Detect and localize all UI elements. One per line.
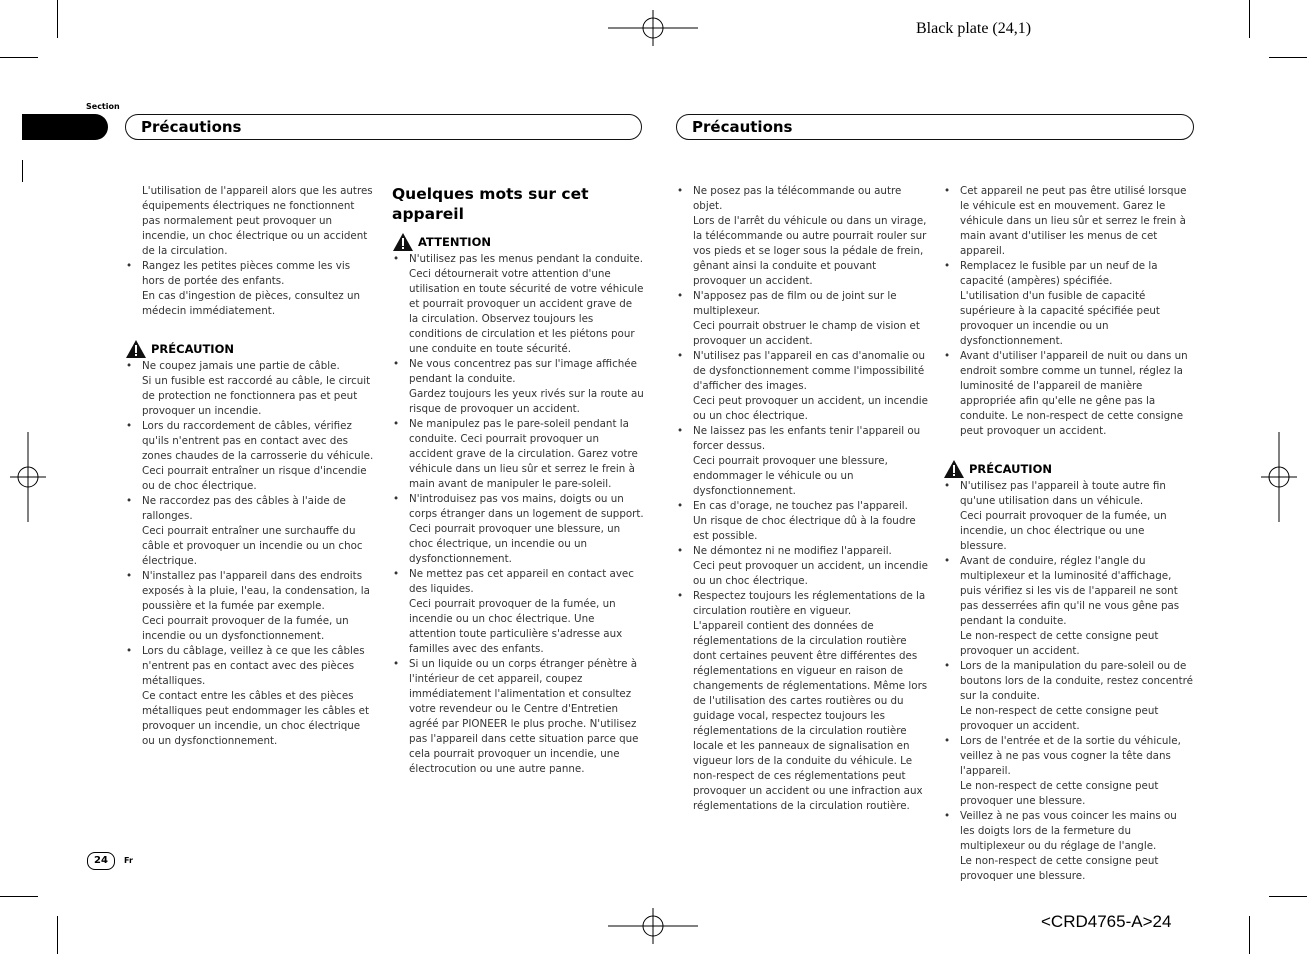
- list-item: • Ne mettez pas cet appareil en contact avec des liquides. Ceci pourrait provoquer de la fumée, un incendie ou un choc électrique. Une attention toute particulière s'adresse aux familles avec des enfants.: [392, 567, 644, 657]
- registration-mark-right: [1261, 432, 1297, 522]
- section-heading: Quelques mots sur cet appareil: [392, 185, 589, 223]
- list-item: • N'installez pas l'appareil dans des endroits exposés à la pluie, l'eau, la condensation, la poussière et la fumée par exemple. Ceci pourrait provoquer de la fumée, un incendie ou un dysfonctionnement.: [125, 569, 375, 644]
- list-item: • Ne démontez ni ne modifiez l'appareil. Ceci peut provoquer un accident, un incendie ou un choc électrique.: [676, 544, 928, 589]
- list-item: • N'introduisez pas vos mains, doigts ou un corps étranger dans un logement de support. Ceci pourrait provoquer une blessure, un choc électrique, un incendie ou un dysfonctionnement.: [392, 492, 644, 567]
- intro-paragraph: L'utilisation de l'appareil alors que les autres équipements électriques ne fonctionnent pas normalement peut provoquer un incendie, un choc électrique ou un accident de la circulation.: [142, 185, 373, 257]
- attention-title: ATTENTION: [418, 234, 491, 249]
- header-left: Précautions: [125, 114, 642, 140]
- list-item: • Ne raccordez pas des câbles à l'aide de rallonges. Ceci pourrait entraîner une surchauffe du câble et provoquer un incendie ou un choc électrique.: [125, 494, 375, 569]
- bullet-list: [676, 184, 928, 814]
- list-item: • Ne posez pas la télécommande ou autre objet. Lors de l'arrêt du véhicule ou dans un virage, la télécommande ou autre pourrait rouler sur vos pieds et se loger sous la pédale de frein, gênant ainsi la conduite et pouvant provoquer un accident.: [676, 184, 928, 289]
- crop-mark: [0, 896, 38, 897]
- header-right: Précautions: [676, 114, 1194, 140]
- list-item: • N'utilisez pas l'appareil en cas d'anomalie ou de dysfonctionnement comme l'impossibilité d'afficher des images. Ceci peut provoquer un accident, un incendie ou un choc électrique.: [676, 349, 928, 424]
- list-item: • N'utilisez pas les menus pendant la conduite. Ceci détournerait votre attention d'une utilisation en toute sécurité de votre véhicule et pourrait provoquer un accident grave de la circulation. Observez toujours les conditions de circulation et les piétons pour une conduite en toute sécurité.: [392, 252, 644, 357]
- list-item: • N'apposez pas de film ou de joint sur le multiplexeur. Ceci pourrait obstruer le champ de vision et provoquer un accident.: [676, 289, 928, 349]
- list-item: • En cas d'orage, ne touchez pas l'appareil. Un risque de choc électrique dû à la foudre est possible.: [676, 499, 928, 544]
- list-item: • Lors de l'entrée et de la sortie du véhicule, veillez à ne pas vous cogner la tête dans l'appareil. Le non-respect de cette consigne peut provoquer une blessure.: [943, 734, 1193, 809]
- list-item: • Cet appareil ne peut pas être utilisé lorsque le véhicule est en mouvement. Garez le véhicule dans un lieu sûr et serrez le frein à main avant d'utiliser les menus de cet appareil.: [943, 184, 1193, 259]
- crop-mark: [57, 916, 58, 954]
- registration-mark-left: [10, 432, 46, 522]
- column-2: [392, 184, 644, 777]
- list-item: • Avant d'utiliser l'appareil de nuit ou dans un endroit sombre comme un tunnel, réglez la luminosité de l'appareil de manière appropriée afin qu'elle ne gêne pas la conduite. Le non-respect de cette consigne peut provoquer un accident.: [943, 349, 1193, 439]
- list-item: • Ne manipulez pas le pare-soleil pendant la conduite. Ceci pourrait provoquer un accident grave de la circulation. Garez votre véhicule dans un lieu sûr et serrez le frein à main avant de manipuler le pare-soleil.: [392, 417, 644, 492]
- registration-mark-bottom: [608, 908, 698, 944]
- registration-mark-top: [608, 10, 698, 46]
- crop-mark: [0, 57, 38, 58]
- crop-mark: [1269, 896, 1307, 897]
- section-tab: [22, 114, 108, 140]
- document-code: <CRD4765-A>24: [1041, 912, 1172, 931]
- list-item: • Avant de conduire, réglez l'angle du multiplexeur et la luminosité d'affichage, puis vérifiez si les vis de l'appareil ne sont pas desserrées afin qu'il ne vous gêne pas pendant la conduite. Le non-respect de cette consigne peut provoquer un accident.: [943, 554, 1193, 659]
- list-item: • Ne vous concentrez pas sur l'image affichée pendant la conduite. Gardez toujours les yeux rivés sur la route au risque de provoquer un accident.: [392, 357, 644, 417]
- crop-mark: [22, 160, 23, 182]
- bullet-list: [125, 259, 375, 319]
- warning-triangle-icon: [125, 339, 147, 359]
- caution-list: [125, 359, 375, 749]
- crop-mark: [1269, 57, 1307, 58]
- caution-list: [943, 479, 1193, 884]
- caution-heading: [125, 339, 375, 359]
- list-item: • Ne laissez pas les enfants tenir l'appareil ou forcer dessus. Ceci pourrait provoquer une blessure, endommager le véhicule ou un dysfonctionnement.: [676, 424, 928, 499]
- list-item: • Rangez les petites pièces comme les vis hors de portée des enfants. En cas d'ingestion de pièces, consultez un médecin immédiatement.: [125, 259, 375, 319]
- list-item: • Lors de la manipulation du pare-soleil ou de boutons lors de la conduite, restez concentré sur la conduite. Le non-respect de cette consigne peut provoquer un accident.: [943, 659, 1193, 734]
- caution-title: PRÉCAUTION: [151, 341, 234, 356]
- list-item: • Si un liquide ou un corps étranger pénètre à l'intérieur de cet appareil, coupez immédiatement l'alimentation et consultez votre revendeur ou le Centre d'Entretien agréé par PIONEER le plus proche. N'utilisez pas l'appareil dans cette situation parce que cela pourrait provoquer un incendie, une électrocution ou une autre panne.: [392, 657, 644, 777]
- list-item: • N'utilisez pas l'appareil à toute autre fin qu'une utilisation dans un véhicule. Ceci pourrait provoquer de la fumée, un incendie, un choc électrique ou une blessure.: [943, 479, 1193, 554]
- column-1: [125, 184, 375, 749]
- language-code: Fr: [124, 856, 133, 865]
- list-item: • Remplacez le fusible par un neuf de la capacité (ampères) spécifiée. L'utilisation d'un fusible de capacité supérieure à la capacité spécifiée peut provoquer un incendie ou un dysfonctionnement.: [943, 259, 1193, 349]
- list-item: • Lors du câblage, veillez à ce que les câbles n'entrent pas en contact avec des pièces métalliques. Ce contact entre les câbles et des pièces métalliques peut endommager les câbles et provoquer un incendie, un choc électrique ou un dysfonctionnement.: [125, 644, 375, 749]
- list-item: • Ne coupez jamais une partie de câble. Si un fusible est raccordé au câble, le circuit de protection ne fonctionnera pas et peut provoquer un incendie.: [125, 359, 375, 419]
- caution-heading: [943, 459, 1193, 479]
- crop-mark: [1249, 916, 1250, 954]
- column-4: [943, 184, 1193, 884]
- warning-triangle-icon: [392, 232, 414, 252]
- section-label: Section: [86, 102, 120, 111]
- page-number: 24: [87, 852, 115, 870]
- plate-label: Black plate (24,1): [916, 20, 1032, 37]
- list-item: • Respectez toujours les réglementations de la circulation routière en vigueur. L'appareil contient des données de réglementations de la circulation routière dont certaines peuvent être différentes des réglementations en vigueur en raison de changements de réglementations. Même lors de l'utilisation des cartes routières ou du guidage vocal, respectez toujours les réglementations de la circulation routière locale et les panneaux de signalisation en vigueur lors de la conduite du véhicule. Le non-respect de ces réglementations peut provoquer un accident ou une infraction aux réglementations de la circulation routière.: [676, 589, 928, 814]
- attention-heading: [392, 232, 644, 252]
- caution-title: PRÉCAUTION: [969, 461, 1052, 476]
- bullet-list: [943, 184, 1193, 439]
- crop-mark: [1249, 0, 1250, 38]
- list-item: • Lors du raccordement de câbles, vérifiez qu'ils n'entrent pas en contact avec des zones chaudes de la carrosserie du véhicule. Ceci pourrait entraîner un risque d'incendie ou de choc électrique.: [125, 419, 375, 494]
- warning-triangle-icon: [943, 459, 965, 479]
- attention-list: [392, 252, 644, 777]
- column-3: [676, 184, 928, 814]
- list-item: • Veillez à ne pas vous coincer les mains ou les doigts lors de la fermeture du multiplexeur ou du réglage de l'angle. Le non-respect de cette consigne peut provoquer une blessure.: [943, 809, 1193, 884]
- crop-mark: [57, 0, 58, 38]
